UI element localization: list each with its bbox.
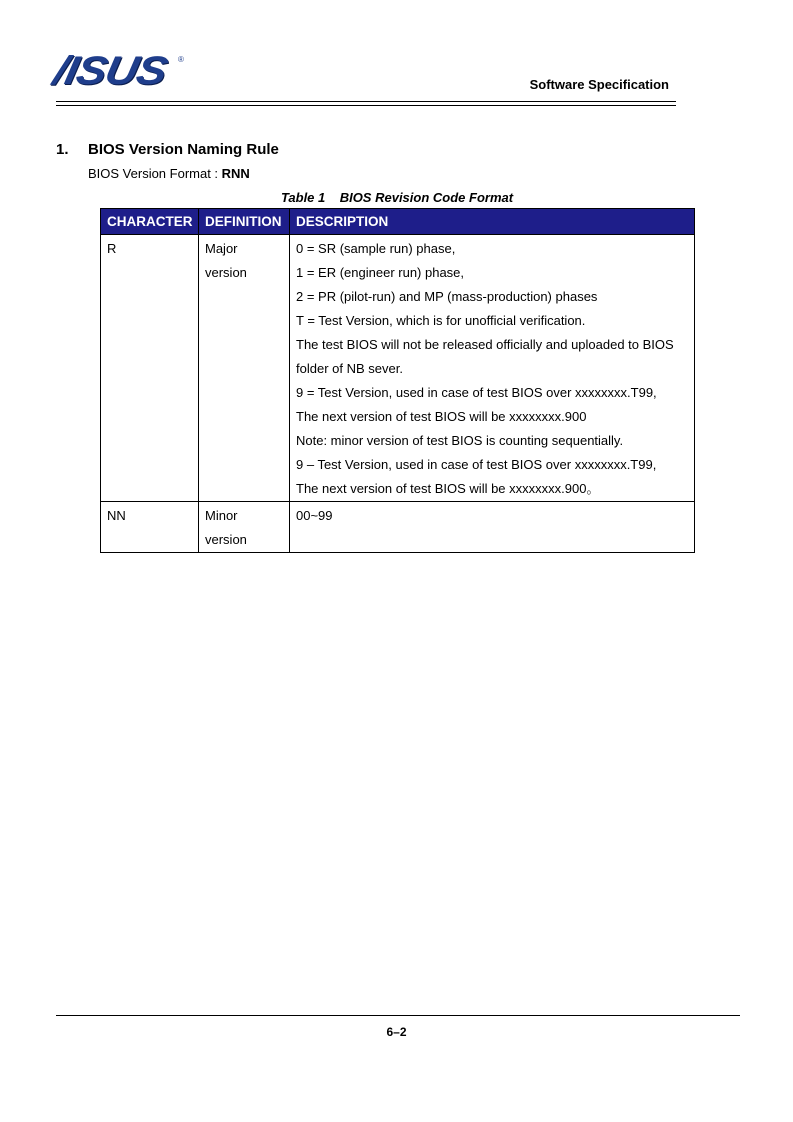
table-caption: Table 1 BIOS Revision Code Format [280, 190, 514, 205]
page-number: 6–2 [386, 1025, 407, 1039]
header-rule-bottom [56, 105, 676, 106]
table-row [101, 502, 695, 553]
description-line: Note: minor version of test BIOS is counting sequentially. [296, 433, 624, 448]
cell-definition [199, 235, 290, 502]
cell-character: NN [101, 502, 199, 553]
description-line: 2 = PR (pilot-run) and MP (mass-production) phases [296, 289, 598, 304]
column-header-description: DESCRIPTION [290, 209, 695, 235]
format-label: BIOS Version Format : [88, 166, 222, 181]
description-line: 9 = Test Version, used in case of test BIOS over xxxxxxxx.T99, [296, 385, 657, 400]
definition-line: version [205, 265, 247, 280]
section-heading [56, 141, 279, 158]
description-line: The test BIOS will not be released officially and uploaded to BIOS [296, 337, 674, 352]
footer-rule [56, 1015, 740, 1016]
section-title: BIOS Version Naming Rule [88, 141, 279, 158]
section-number: 1. [56, 141, 69, 158]
description-line: 9 – Test Version, used in case of test BIOS over xxxxxxxx.T99, [296, 457, 657, 472]
cell-character: R [101, 235, 199, 502]
description-line: The next version of test BIOS will be xxxxxxxx.900。 [296, 481, 600, 496]
format-line [88, 166, 250, 181]
table-row [101, 235, 695, 502]
description-line: 1 = ER (engineer run) phase, [296, 265, 465, 280]
format-value: RNN [221, 166, 250, 181]
registered-mark: ® [178, 55, 184, 64]
header-rule-top [56, 101, 676, 102]
cell-description [290, 502, 695, 553]
column-header-character: CHARACTER [101, 209, 199, 235]
cell-definition [199, 502, 290, 553]
definition-line: Major [205, 241, 238, 256]
description-line: The next version of test BIOS will be xxxxxxxx.900 [296, 409, 587, 424]
asus-logo [49, 49, 188, 93]
definition-line: version [205, 532, 247, 547]
cell-description [290, 235, 695, 502]
column-header-definition: DEFINITION [199, 209, 290, 235]
revision-code-table [100, 208, 695, 553]
table-header-row [101, 209, 695, 235]
logo-wordmark: /ISUS [49, 49, 171, 93]
description-line: 00~99 [296, 508, 333, 523]
header-title: Software Specification [529, 77, 669, 92]
description-line: folder of NB sever. [296, 361, 403, 376]
description-line: 0 = SR (sample run) phase, [296, 241, 456, 256]
description-line: T = Test Version, which is for unofficial verification. [296, 313, 586, 328]
definition-line: Minor [205, 508, 238, 523]
